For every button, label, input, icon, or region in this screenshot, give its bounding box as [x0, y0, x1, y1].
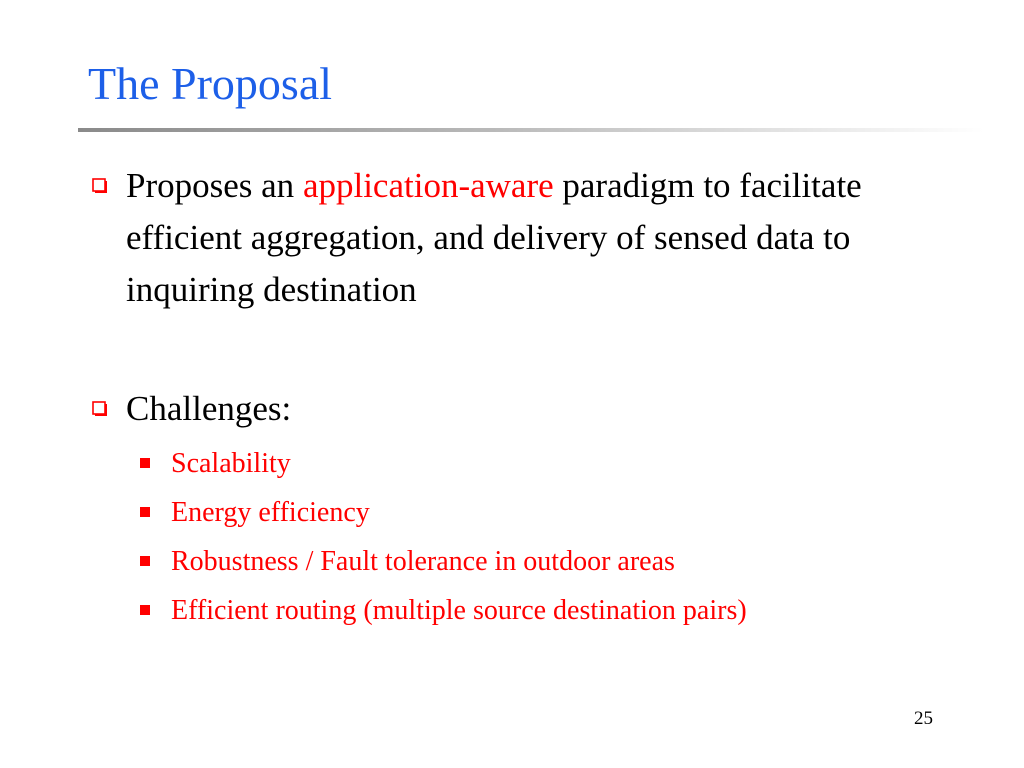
highlight-term: application-aware: [302, 166, 554, 205]
filled-square-icon: [140, 507, 150, 517]
bullet-text-before: Proposes an: [126, 166, 303, 205]
filled-square-icon: [140, 458, 150, 468]
hollow-square-icon: [92, 178, 107, 193]
title-divider: [78, 128, 984, 132]
list-item-text: Scalability: [171, 448, 291, 479]
hollow-square-icon: [92, 401, 107, 416]
list-item-text: Efficient routing (multiple source destination pairs): [171, 595, 747, 626]
list-item: [140, 493, 1000, 533]
filled-square-icon: [140, 556, 150, 566]
filled-square-icon: [140, 605, 150, 615]
slide-title: The Proposal: [88, 58, 333, 109]
list-item: [140, 591, 1000, 631]
bullet-text-after: paradigm to facilitate efficient aggregation, and delivery of sensed data to inquiring destination: [126, 166, 862, 309]
list-item-text: Robustness / Fault tolerance in outdoor areas: [171, 546, 675, 577]
bullet-proposal-text: [126, 160, 946, 316]
page-number: 25: [914, 708, 933, 729]
list-item: [140, 444, 1000, 484]
list-item-text: Energy efficiency: [171, 497, 370, 528]
bullet-challenges-text: Challenges:: [126, 389, 292, 428]
list-item: [140, 542, 1000, 582]
